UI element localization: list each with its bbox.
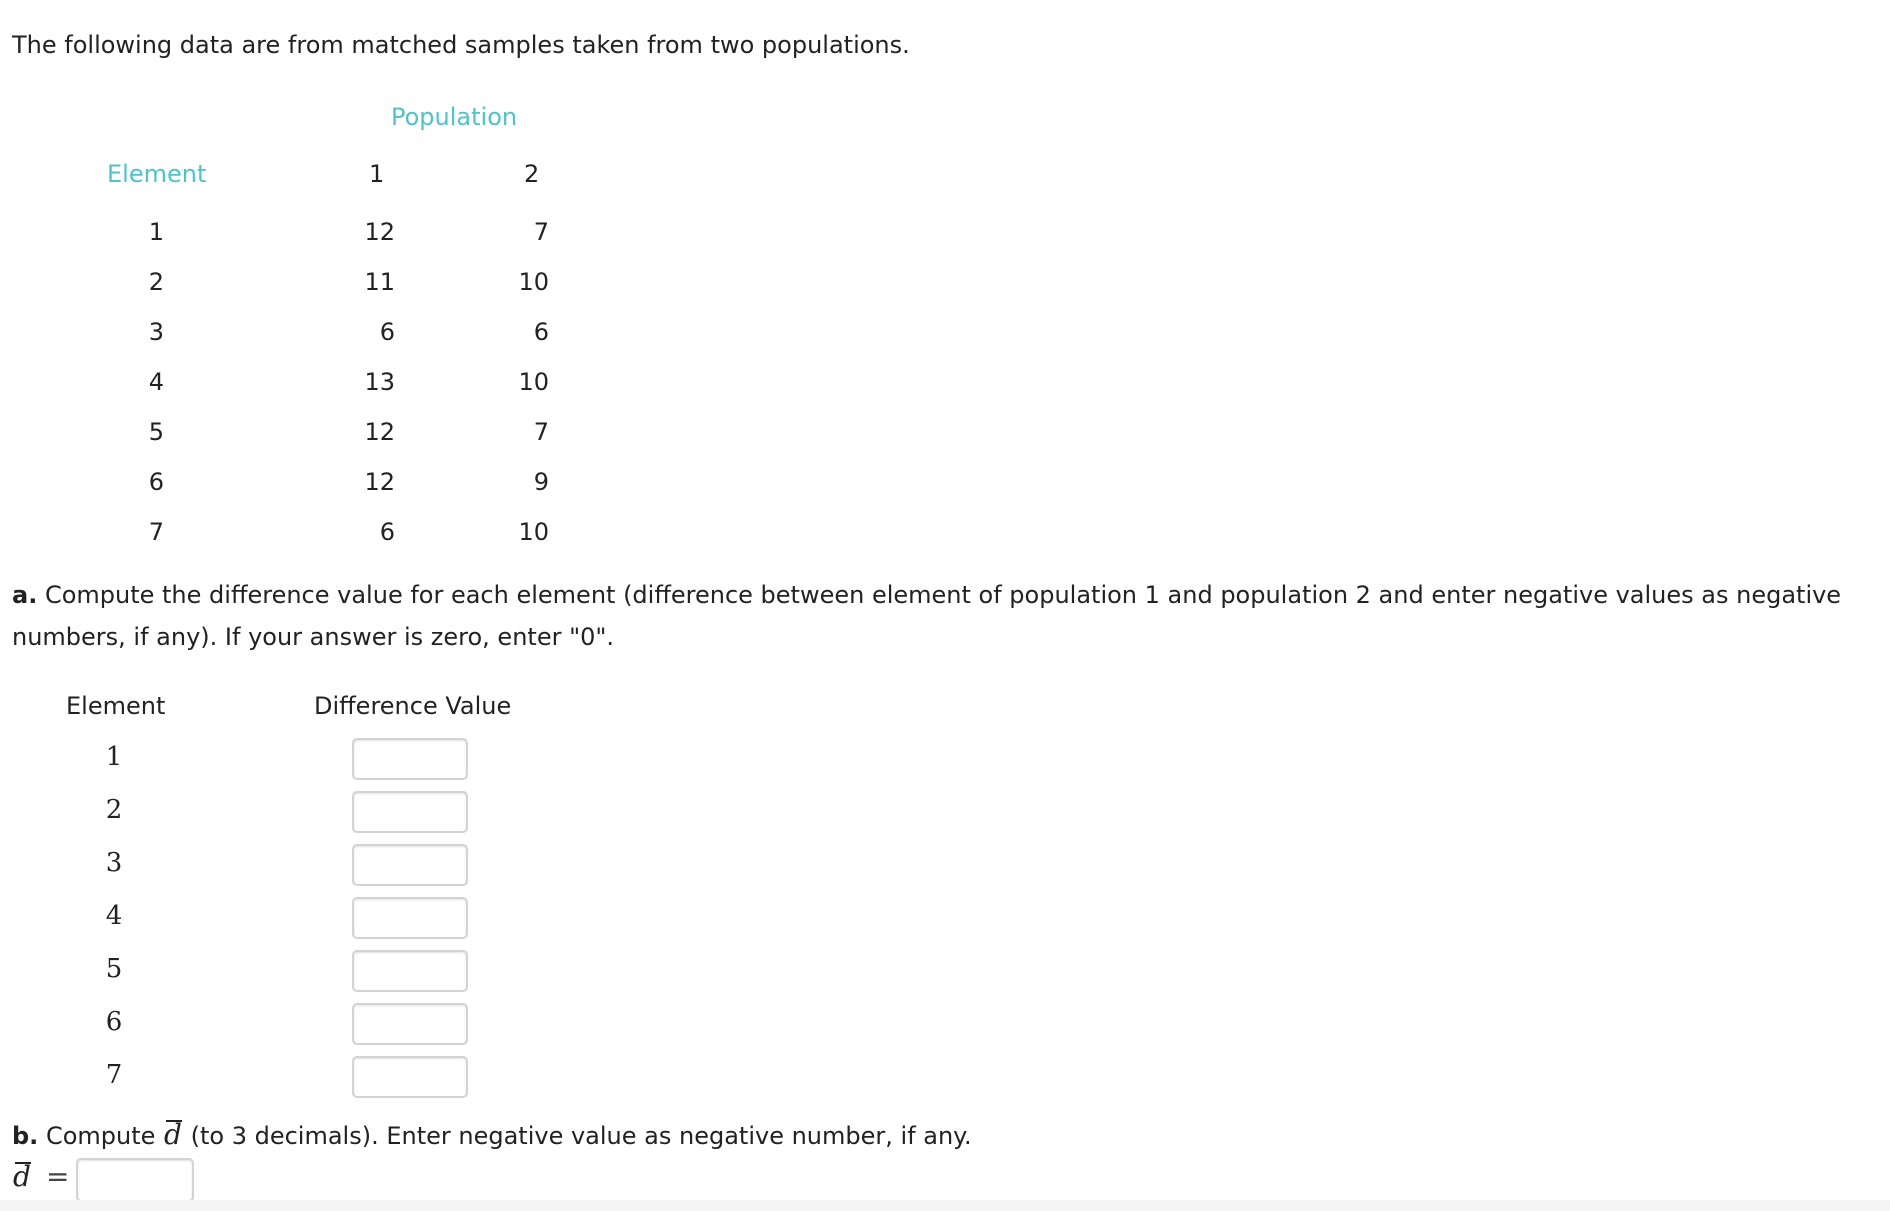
difference-input[interactable]	[352, 950, 468, 992]
difference-input[interactable]	[352, 791, 468, 833]
data-row-element: 1	[148, 218, 164, 246]
data-row-pop2: 9	[533, 468, 549, 496]
d-bar-symbol-lhs: d	[13, 1160, 31, 1193]
equals-sign: =	[45, 1160, 70, 1193]
d-bar-equation	[12, 1160, 69, 1193]
part-b-text-before: Compute	[45, 1122, 156, 1150]
data-row-pop1: 12	[364, 468, 395, 496]
difference-input[interactable]	[352, 1056, 468, 1098]
data-row-pop1: 6	[379, 318, 395, 346]
part-b-label: b.	[12, 1122, 39, 1150]
data-row-pop2: 7	[533, 218, 549, 246]
data-row-pop2: 10	[518, 518, 549, 546]
answer-element-label: 1	[105, 742, 123, 772]
data-row-element: 3	[148, 318, 164, 346]
element-header: Element	[107, 160, 207, 188]
data-row-pop1: 11	[364, 268, 395, 296]
answer-element-header: Element	[66, 692, 166, 720]
data-row-element: 7	[148, 518, 164, 546]
answer-element-label: 4	[105, 901, 123, 931]
part-b-question	[12, 1118, 972, 1151]
difference-value-header: Difference Value	[314, 692, 512, 720]
answer-element-label: 2	[105, 795, 123, 825]
data-row-pop1: 6	[379, 518, 395, 546]
population-header: Population	[391, 103, 518, 131]
difference-input[interactable]	[352, 844, 468, 886]
part-a-text: Compute the difference value for each element (difference between element of population 1 and population 2 and enter negative values as negative numbers, if any). If your answer is zero, enter "0".	[12, 581, 1842, 651]
data-row-pop1: 12	[364, 418, 395, 446]
data-row-pop2: 6	[533, 318, 549, 346]
d-bar-input[interactable]	[76, 1158, 194, 1202]
answer-element-label: 3	[105, 848, 123, 878]
part-a-label: a.	[12, 581, 38, 609]
data-row-pop2: 10	[518, 268, 549, 296]
difference-input[interactable]	[352, 738, 468, 780]
answer-element-label: 6	[105, 1007, 123, 1037]
part-b-text-after: (to 3 decimals). Enter negative value as negative number, if any.	[190, 1122, 972, 1150]
data-row-pop2: 10	[518, 368, 549, 396]
footer-band	[0, 1200, 1890, 1211]
population-2-header: 2	[524, 160, 540, 188]
population-1-header: 1	[369, 160, 385, 188]
difference-input[interactable]	[352, 897, 468, 939]
part-a-question	[12, 574, 1882, 658]
d-bar-symbol: d	[164, 1118, 182, 1151]
data-row-pop1: 12	[364, 218, 395, 246]
data-row-element: 6	[148, 468, 164, 496]
answer-element-label: 5	[105, 954, 123, 984]
data-row-element: 5	[148, 418, 164, 446]
data-row-element: 4	[148, 368, 164, 396]
data-row-pop2: 7	[533, 418, 549, 446]
answer-element-label: 7	[105, 1060, 123, 1090]
difference-input[interactable]	[352, 1003, 468, 1045]
problem-intro: The following data are from matched samples taken from two populations.	[12, 31, 910, 59]
data-row-pop1: 13	[364, 368, 395, 396]
data-row-element: 2	[148, 268, 164, 296]
